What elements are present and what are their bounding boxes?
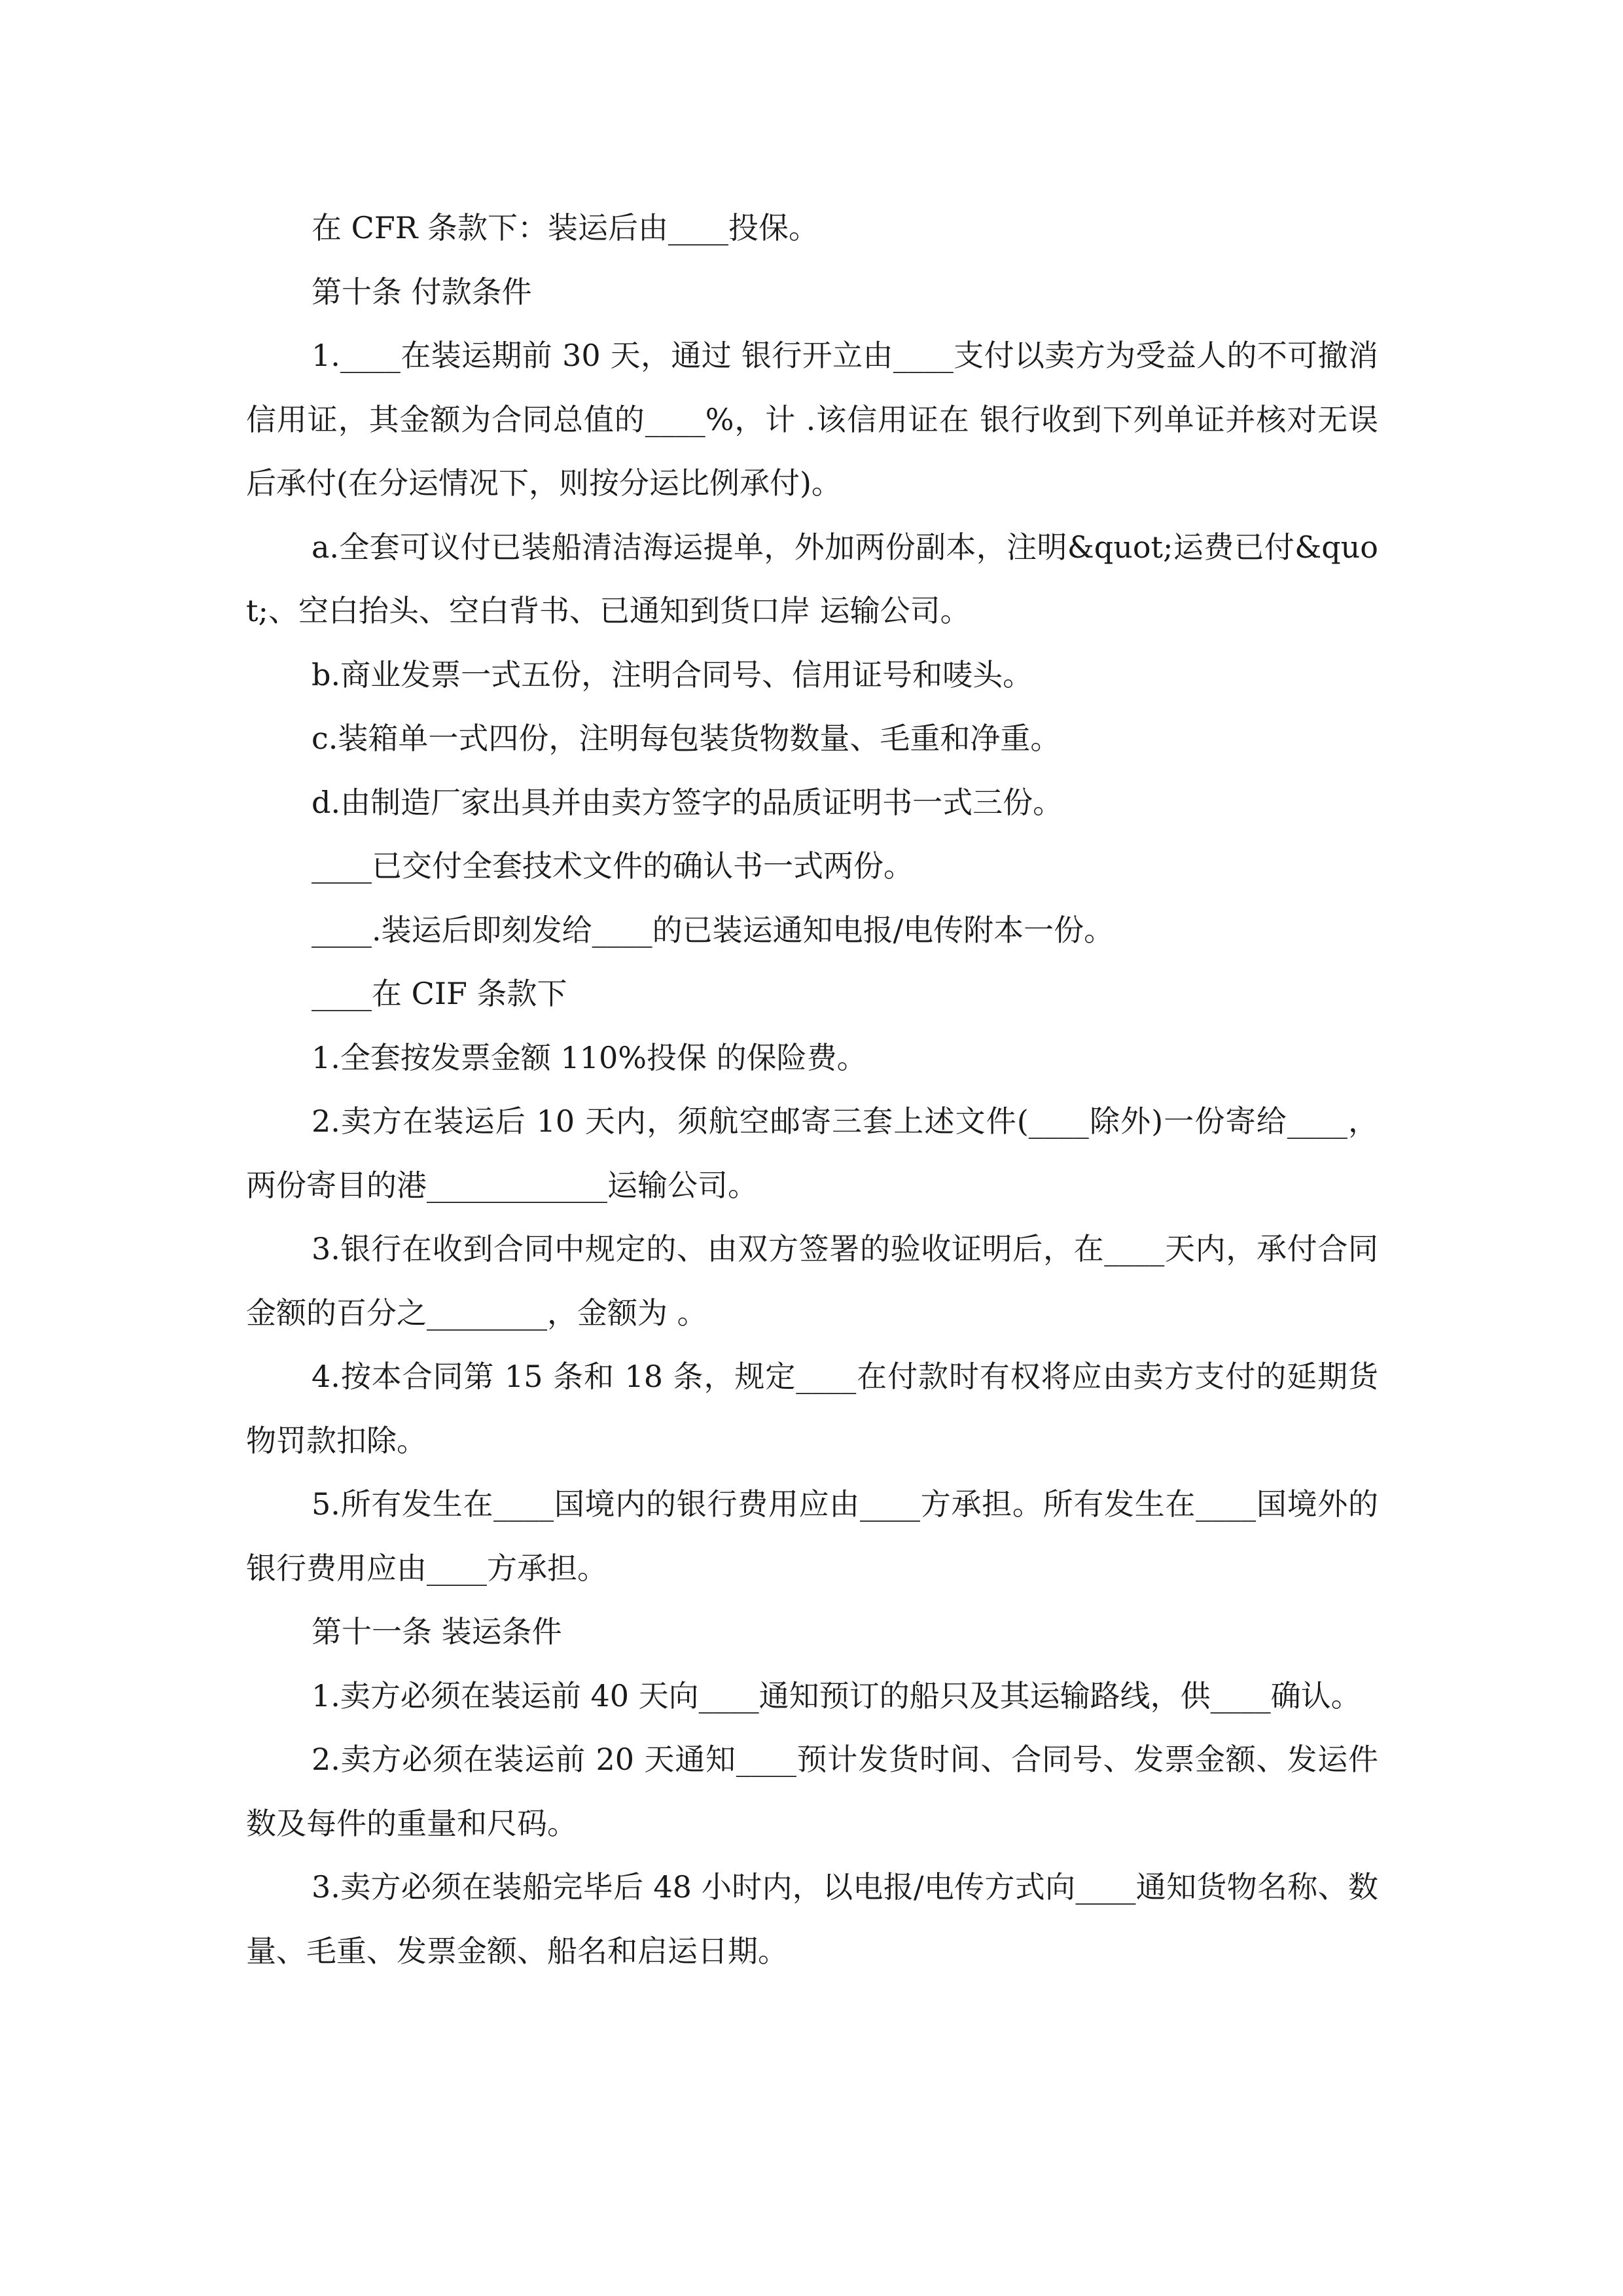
paragraph-shipping-item-1: 1.卖方必须在装运前 40 天向____通知预订的船只及其运输路线，供____确认。: [312, 1677, 1361, 1713]
paragraph-letter-of-credit: 1.____在装运期前 30 天，通过 银行开立由____支付以卖方为受益人的不可撤消信用证，其金额为合同总值的____%，计 .该信用证在 银行收到下列单证并核对无误后承付(在分运情况下，则按分运比例承付)。: [246, 338, 1378, 501]
paragraph-cfr-insurance: 在 CFR 条款下：装运后由____投保。: [312, 210, 819, 245]
paragraph-item-b: b.商业发票一式五份，注明合同号、信用证号和唛头。: [312, 656, 1033, 692]
paragraph-item-4-penalty: 4.按本合同第 15 条和 18 条，规定____在付款时有权将应由卖方支付的延期货物罚款扣除。: [246, 1359, 1378, 1458]
paragraph-cif-item-2: 2.卖方在装运后 10 天内，须航空邮寄三套上述文件(____除外)一份寄给____，两份寄目的港____________运输公司。: [246, 1103, 1378, 1203]
paragraph-shipping-item-2: 2.卖方必须在装运前 20 天通知____预计发货时间、合同号、发票金额、发运件数及每件的重量和尺码。: [246, 1742, 1378, 1841]
paragraph-item-5-bank-fees: 5.所有发生在____国境内的银行费用应由____方承担。所有发生在____国境外的银行费用应由____方承担。: [246, 1486, 1378, 1586]
paragraph-shipment-notice: ____.装运后即刻发给____的已装运通知电报/电传附本一份。: [312, 912, 1115, 948]
document-body: [246, 196, 1378, 1983]
paragraph-item-d: d.由制造厂家出具并由卖方签字的品质证明书一式三份。: [312, 784, 1063, 820]
paragraph-item-a: a.全套可议付已装船清洁海运提单，外加两份副本，注明&quot;运费已付&quot;、空白抬头、空白背书、已通知到货口岸 运输公司。: [246, 529, 1378, 628]
paragraph-tech-docs: ____已交付全套技术文件的确认书一式两份。: [312, 848, 914, 884]
heading-article-10: 第十条 付款条件: [312, 274, 532, 310]
heading-article-11: 第十一条 装运条件: [312, 1614, 562, 1649]
paragraph-item-c: c.装箱单一式四份，注明每包装货物数量、毛重和净重。: [312, 721, 1061, 756]
paragraph-cif-item-1: 1.全套按发票金额 110%投保 的保险费。: [312, 1039, 867, 1075]
paragraph-shipping-item-3: 3.卖方必须在装船完毕后 48 小时内，以电报/电传方式向____通知货物名称、数量、毛重、发票金额、船名和启运日期。: [246, 1869, 1378, 1969]
paragraph-cif-terms: ____在 CIF 条款下: [312, 976, 567, 1011]
paragraph-item-3-acceptance: 3.银行在收到合同中规定的、由双方签署的验收证明后，在____天内，承付合同金额的百分之________，金额为 。: [246, 1231, 1378, 1331]
